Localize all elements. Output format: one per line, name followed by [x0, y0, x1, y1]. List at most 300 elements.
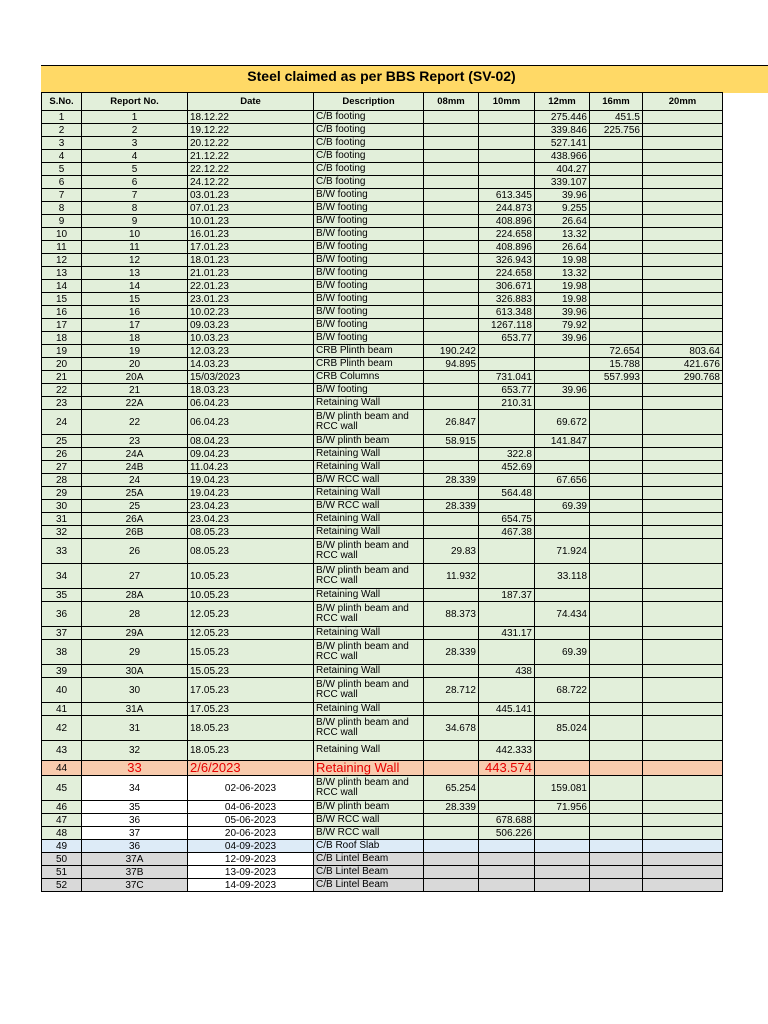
table-row [42, 435, 723, 448]
cell-description: B/W footing [314, 267, 424, 280]
table-row [42, 827, 723, 840]
cell-08mm [424, 111, 479, 124]
cell-08mm: 28.339 [424, 640, 479, 665]
cell-sno: 46 [42, 801, 82, 814]
cell-16mm [590, 776, 643, 801]
cell-20mm [643, 564, 723, 589]
table-row [42, 761, 723, 776]
cell-10mm: 653.77 [479, 384, 535, 397]
cell-10mm: 613.345 [479, 189, 535, 202]
cell-10mm: 210.31 [479, 397, 535, 410]
cell-sno: 27 [42, 461, 82, 474]
cell-report-no: 2 [82, 124, 188, 137]
cell-20mm [643, 267, 723, 280]
cell-12mm [535, 853, 590, 866]
cell-08mm: 65.254 [424, 776, 479, 801]
cell-12mm [535, 814, 590, 827]
cell-description: B/W footing [314, 189, 424, 202]
cell-description: C/B footing [314, 163, 424, 176]
cell-16mm [590, 564, 643, 589]
cell-sno: 9 [42, 215, 82, 228]
cell-20mm [643, 703, 723, 716]
cell-08mm [424, 665, 479, 678]
cell-10mm [479, 111, 535, 124]
cell-20mm [643, 241, 723, 254]
table-row [42, 487, 723, 500]
cell-12mm [535, 703, 590, 716]
header-row [42, 93, 723, 111]
cell-date: 10.03.23 [188, 332, 314, 345]
table-row [42, 371, 723, 384]
cell-10mm [479, 435, 535, 448]
cell-08mm [424, 254, 479, 267]
cell-10mm: 653.77 [479, 332, 535, 345]
cell-report-no: 19 [82, 345, 188, 358]
cell-12mm [535, 879, 590, 892]
cell-12mm [535, 840, 590, 853]
cell-16mm [590, 397, 643, 410]
cell-description: C/B footing [314, 176, 424, 189]
cell-20mm [643, 840, 723, 853]
cell-12mm: 339.107 [535, 176, 590, 189]
cell-description: B/W footing [314, 202, 424, 215]
cell-date: 12-09-2023 [188, 853, 314, 866]
cell-description: Retaining Wall [314, 526, 424, 539]
cell-08mm: 190.242 [424, 345, 479, 358]
cell-16mm [590, 761, 643, 776]
cell-date: 07.01.23 [188, 202, 314, 215]
cell-description: C/B footing [314, 150, 424, 163]
cell-sno: 20 [42, 358, 82, 371]
cell-report-no: 31 [82, 716, 188, 741]
cell-20mm [643, 741, 723, 761]
table-row [42, 589, 723, 602]
cell-report-no: 34 [82, 776, 188, 801]
cell-20mm [643, 461, 723, 474]
cell-12mm [535, 358, 590, 371]
cell-20mm [643, 228, 723, 241]
cell-12mm [535, 526, 590, 539]
cell-sno: 5 [42, 163, 82, 176]
table-row [42, 137, 723, 150]
cell-description: Retaining Wall [314, 761, 424, 776]
cell-10mm [479, 716, 535, 741]
cell-12mm: 141.847 [535, 435, 590, 448]
cell-report-no: 22A [82, 397, 188, 410]
table-row [42, 319, 723, 332]
cell-10mm: 431.17 [479, 627, 535, 640]
cell-report-no: 33 [82, 761, 188, 776]
cell-report-no: 25A [82, 487, 188, 500]
cell-20mm [643, 776, 723, 801]
cell-report-no: 3 [82, 137, 188, 150]
cell-report-no: 28A [82, 589, 188, 602]
cell-report-no: 8 [82, 202, 188, 215]
cell-sno: 22 [42, 384, 82, 397]
cell-description: Retaining Wall [314, 627, 424, 640]
cell-12mm: 67.656 [535, 474, 590, 487]
cell-12mm: 39.96 [535, 189, 590, 202]
cell-16mm [590, 202, 643, 215]
cell-16mm [590, 589, 643, 602]
cell-08mm [424, 202, 479, 215]
cell-10mm [479, 150, 535, 163]
cell-08mm [424, 487, 479, 500]
table-row [42, 716, 723, 741]
cell-20mm: 803.64 [643, 345, 723, 358]
cell-date: 18.01.23 [188, 254, 314, 267]
cell-12mm [535, 589, 590, 602]
cell-description: B/W RCC wall [314, 474, 424, 487]
cell-sno: 50 [42, 853, 82, 866]
cell-16mm [590, 741, 643, 761]
cell-description: Retaining Wall [314, 397, 424, 410]
cell-16mm: 15.788 [590, 358, 643, 371]
cell-12mm [535, 448, 590, 461]
cell-report-no: 9 [82, 215, 188, 228]
cell-12mm [535, 866, 590, 879]
cell-20mm [643, 513, 723, 526]
cell-10mm [479, 564, 535, 589]
cell-10mm: 408.896 [479, 241, 535, 254]
cell-date: 18.03.23 [188, 384, 314, 397]
cell-sno: 34 [42, 564, 82, 589]
cell-sno: 44 [42, 761, 82, 776]
steel-claims-table [41, 92, 723, 892]
cell-report-no: 36 [82, 840, 188, 853]
cell-date: 14-09-2023 [188, 879, 314, 892]
cell-report-no: 18 [82, 332, 188, 345]
cell-date: 18.05.23 [188, 716, 314, 741]
cell-report-no: 10 [82, 228, 188, 241]
cell-date: 21.12.22 [188, 150, 314, 163]
cell-description: CRB Columns [314, 371, 424, 384]
table-row [42, 776, 723, 801]
cell-date: 23.01.23 [188, 293, 314, 306]
cell-report-no: 37A [82, 853, 188, 866]
cell-08mm: 28.712 [424, 678, 479, 703]
cell-report-no: 24 [82, 474, 188, 487]
cell-description: B/W plinth beam and RCC wall [314, 602, 424, 627]
table-row [42, 814, 723, 827]
cell-20mm [643, 665, 723, 678]
table-row [42, 202, 723, 215]
cell-10mm: 326.943 [479, 254, 535, 267]
cell-sno: 39 [42, 665, 82, 678]
table-row [42, 280, 723, 293]
table-row [42, 703, 723, 716]
cell-08mm [424, 280, 479, 293]
cell-description: C/B footing [314, 124, 424, 137]
cell-report-no: 13 [82, 267, 188, 280]
cell-20mm [643, 306, 723, 319]
cell-date: 08.05.23 [188, 539, 314, 564]
cell-08mm [424, 397, 479, 410]
cell-description: B/W footing [314, 293, 424, 306]
cell-12mm: 527.141 [535, 137, 590, 150]
cell-08mm [424, 137, 479, 150]
cell-16mm [590, 602, 643, 627]
cell-sno: 30 [42, 500, 82, 513]
cell-description: Retaining Wall [314, 513, 424, 526]
cell-report-no: 37B [82, 866, 188, 879]
cell-sno: 8 [42, 202, 82, 215]
table-row [42, 539, 723, 564]
cell-08mm [424, 384, 479, 397]
cell-16mm [590, 513, 643, 526]
cell-report-no: 23 [82, 435, 188, 448]
cell-12mm: 26.64 [535, 241, 590, 254]
cell-16mm: 225.756 [590, 124, 643, 137]
cell-date: 10.05.23 [188, 589, 314, 602]
cell-12mm: 69.672 [535, 410, 590, 435]
cell-12mm: 339.846 [535, 124, 590, 137]
cell-16mm [590, 319, 643, 332]
cell-08mm [424, 371, 479, 384]
title-bar [41, 65, 768, 93]
cell-report-no: 30A [82, 665, 188, 678]
table-row [42, 840, 723, 853]
cell-date: 03.01.23 [188, 189, 314, 202]
cell-sno: 47 [42, 814, 82, 827]
cell-date: 06.04.23 [188, 410, 314, 435]
cell-description: Retaining Wall [314, 665, 424, 678]
cell-20mm [643, 678, 723, 703]
cell-08mm: 34.678 [424, 716, 479, 741]
cell-report-no: 6 [82, 176, 188, 189]
cell-report-no: 37C [82, 879, 188, 892]
cell-10mm: 322.8 [479, 448, 535, 461]
cell-10mm [479, 840, 535, 853]
table-row [42, 678, 723, 703]
cell-12mm [535, 513, 590, 526]
cell-12mm [535, 627, 590, 640]
cell-description: B/W footing [314, 384, 424, 397]
cell-sno: 17 [42, 319, 82, 332]
cell-report-no: 5 [82, 163, 188, 176]
cell-20mm [643, 254, 723, 267]
cell-20mm [643, 150, 723, 163]
cell-description: Retaining Wall [314, 741, 424, 761]
cell-description: B/W RCC wall [314, 814, 424, 827]
cell-20mm [643, 474, 723, 487]
cell-report-no: 24B [82, 461, 188, 474]
cell-08mm [424, 741, 479, 761]
cell-date: 24.12.22 [188, 176, 314, 189]
cell-12mm: 71.956 [535, 801, 590, 814]
cell-10mm [479, 358, 535, 371]
cell-sno: 31 [42, 513, 82, 526]
table-row [42, 215, 723, 228]
cell-10mm: 408.896 [479, 215, 535, 228]
cell-description: C/B Roof Slab [314, 840, 424, 853]
cell-report-no: 21 [82, 384, 188, 397]
cell-16mm [590, 526, 643, 539]
cell-08mm [424, 840, 479, 853]
cell-12mm: 71.924 [535, 539, 590, 564]
cell-sno: 33 [42, 539, 82, 564]
cell-sno: 43 [42, 741, 82, 761]
col-header-report-no: Report No. [82, 93, 188, 111]
cell-description: C/B Lintel Beam [314, 866, 424, 879]
cell-10mm: 564.48 [479, 487, 535, 500]
col-header-10mm: 10mm [479, 93, 535, 111]
cell-sno: 49 [42, 840, 82, 853]
cell-16mm [590, 163, 643, 176]
cell-date: 22.01.23 [188, 280, 314, 293]
cell-10mm [479, 678, 535, 703]
cell-date: 08.05.23 [188, 526, 314, 539]
cell-10mm: 443.574 [479, 761, 535, 776]
cell-16mm [590, 176, 643, 189]
cell-date: 18.05.23 [188, 741, 314, 761]
table-row [42, 500, 723, 513]
cell-20mm [643, 627, 723, 640]
cell-16mm [590, 448, 643, 461]
table-row [42, 474, 723, 487]
cell-report-no: 20 [82, 358, 188, 371]
cell-10mm: 442.333 [479, 741, 535, 761]
cell-20mm [643, 202, 723, 215]
cell-sno: 1 [42, 111, 82, 124]
cell-20mm [643, 526, 723, 539]
cell-10mm: 1267.118 [479, 319, 535, 332]
cell-description: B/W plinth beam and RCC wall [314, 678, 424, 703]
col-header-08mm: 08mm [424, 93, 479, 111]
cell-date: 08.04.23 [188, 435, 314, 448]
cell-16mm [590, 384, 643, 397]
cell-16mm [590, 827, 643, 840]
cell-sno: 6 [42, 176, 82, 189]
cell-10mm [479, 539, 535, 564]
cell-08mm [424, 150, 479, 163]
cell-description: B/W plinth beam and RCC wall [314, 410, 424, 435]
cell-08mm [424, 448, 479, 461]
cell-description: B/W plinth beam and RCC wall [314, 564, 424, 589]
cell-10mm: 452.69 [479, 461, 535, 474]
cell-08mm: 94.895 [424, 358, 479, 371]
cell-16mm [590, 150, 643, 163]
cell-20mm [643, 866, 723, 879]
cell-12mm [535, 345, 590, 358]
cell-description: C/B Lintel Beam [314, 853, 424, 866]
cell-20mm [643, 716, 723, 741]
cell-10mm [479, 163, 535, 176]
cell-16mm [590, 853, 643, 866]
cell-08mm [424, 163, 479, 176]
cell-description: C/B footing [314, 111, 424, 124]
cell-date: 20.12.22 [188, 137, 314, 150]
cell-10mm [479, 776, 535, 801]
cell-report-no: 15 [82, 293, 188, 306]
cell-sno: 14 [42, 280, 82, 293]
cell-20mm [643, 397, 723, 410]
cell-report-no: 14 [82, 280, 188, 293]
cell-sno: 4 [42, 150, 82, 163]
cell-description: B/W footing [314, 241, 424, 254]
table-row [42, 640, 723, 665]
cell-12mm [535, 371, 590, 384]
cell-description: B/W footing [314, 319, 424, 332]
cell-16mm [590, 241, 643, 254]
cell-10mm: 445.141 [479, 703, 535, 716]
cell-10mm [479, 176, 535, 189]
cell-16mm [590, 461, 643, 474]
cell-report-no: 27 [82, 564, 188, 589]
table-row [42, 627, 723, 640]
cell-12mm [535, 397, 590, 410]
cell-16mm [590, 189, 643, 202]
cell-16mm: 72.654 [590, 345, 643, 358]
cell-08mm [424, 332, 479, 345]
cell-20mm [643, 137, 723, 150]
cell-08mm [424, 319, 479, 332]
col-header-sno: S.No. [42, 93, 82, 111]
cell-12mm: 33.118 [535, 564, 590, 589]
cell-report-no: 32 [82, 741, 188, 761]
cell-20mm [643, 539, 723, 564]
cell-16mm: 451.5 [590, 111, 643, 124]
cell-date: 19.12.22 [188, 124, 314, 137]
cell-20mm [643, 602, 723, 627]
cell-sno: 11 [42, 241, 82, 254]
cell-date: 05-06-2023 [188, 814, 314, 827]
cell-20mm [643, 332, 723, 345]
cell-08mm [424, 627, 479, 640]
cell-20mm [643, 435, 723, 448]
cell-description: B/W plinth beam [314, 435, 424, 448]
table-row [42, 267, 723, 280]
sheet-title: Steel claimed as per BBS Report (SV-02) [247, 68, 516, 84]
cell-08mm [424, 293, 479, 306]
cell-date: 09.04.23 [188, 448, 314, 461]
table-row [42, 358, 723, 371]
cell-10mm [479, 853, 535, 866]
table-row [42, 176, 723, 189]
cell-20mm [643, 640, 723, 665]
cell-20mm [643, 319, 723, 332]
cell-report-no: 29A [82, 627, 188, 640]
cell-date: 22.12.22 [188, 163, 314, 176]
cell-sno: 28 [42, 474, 82, 487]
cell-description: B/W footing [314, 280, 424, 293]
cell-report-no: 7 [82, 189, 188, 202]
cell-description: B/W plinth beam and RCC wall [314, 776, 424, 801]
cell-16mm [590, 627, 643, 640]
cell-10mm [479, 879, 535, 892]
cell-08mm: 29.83 [424, 539, 479, 564]
table-row [42, 879, 723, 892]
table-row [42, 853, 723, 866]
cell-date: 11.04.23 [188, 461, 314, 474]
cell-report-no: 17 [82, 319, 188, 332]
cell-12mm: 85.024 [535, 716, 590, 741]
col-header-16mm: 16mm [590, 93, 643, 111]
cell-20mm: 421.676 [643, 358, 723, 371]
table-row [42, 665, 723, 678]
cell-16mm [590, 665, 643, 678]
cell-description: CRB Plinth beam [314, 358, 424, 371]
cell-16mm [590, 703, 643, 716]
cell-10mm [479, 124, 535, 137]
cell-report-no: 12 [82, 254, 188, 267]
cell-16mm [590, 866, 643, 879]
cell-sno: 13 [42, 267, 82, 280]
cell-12mm: 69.39 [535, 640, 590, 665]
table-row [42, 241, 723, 254]
cell-12mm [535, 827, 590, 840]
cell-date: 04-06-2023 [188, 801, 314, 814]
